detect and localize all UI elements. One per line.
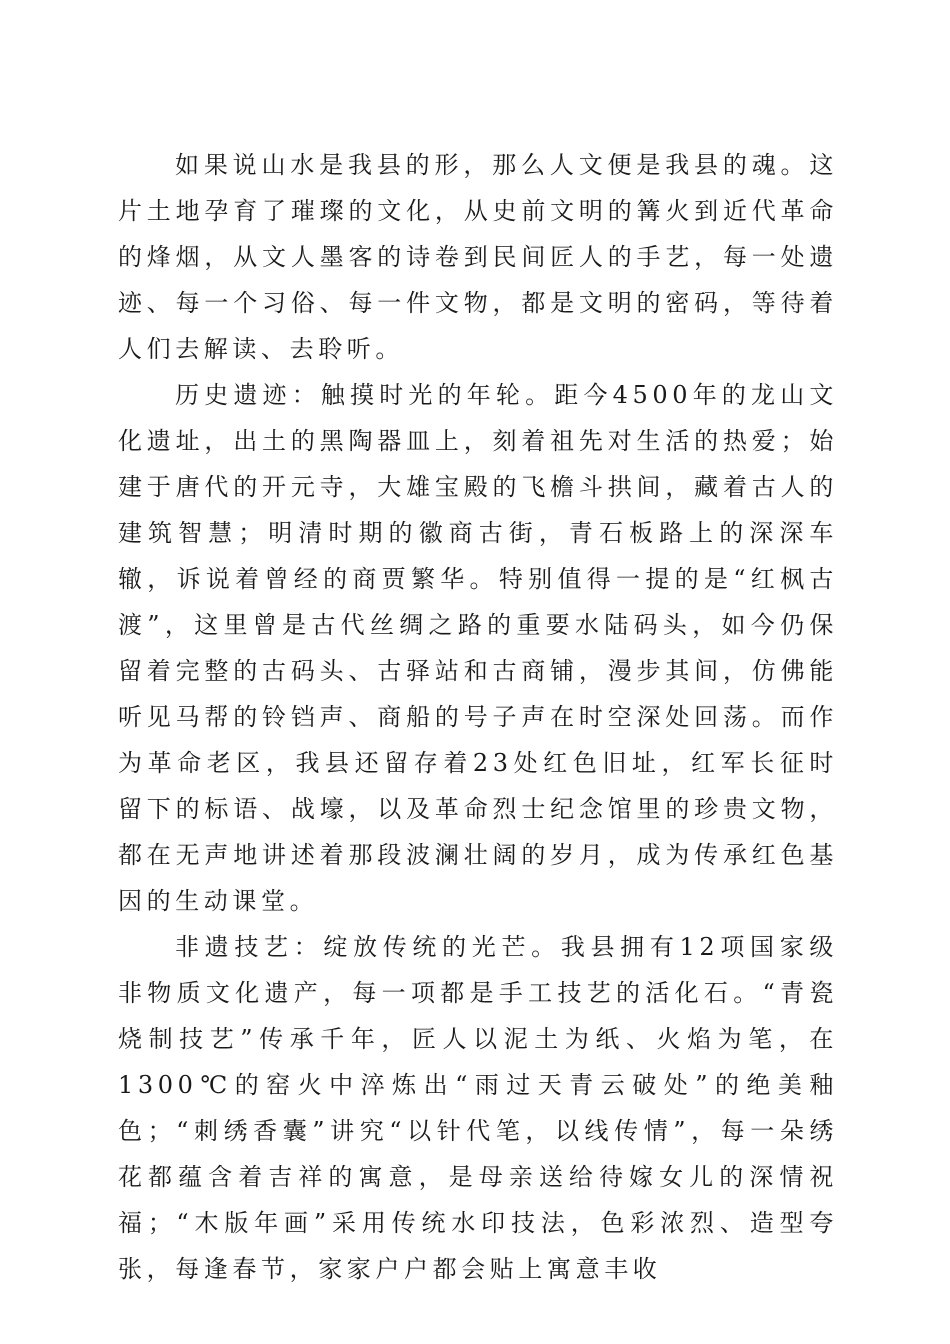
document-body — [118, 142, 838, 1292]
paragraph-intangible-heritage: 非遗技艺：绽放传统的光芒。我县拥有12项国家级非物质文化遗产，每一项都是手工技艺的活化石。“青瓷烧制技艺”传承千年，匠人以泥土为纸、火焰为笔，在1300℃的窑火中淬炼出“雨过天青云破处”的绝美釉色；“刺绣香囊”讲究“以针代笔，以线传情”，每一朵绣花都蕴含着吉祥的寓意，是母亲送给待嫁女儿的深情祝福；“木版年画”采用传统水印技法，色彩浓烈、造型夸张，每逢春节，家家户户都会贴上寓意丰收 — [118, 933, 838, 1283]
paragraph-intro: 如果说山水是我县的形，那么人文便是我县的魂。这片土地孕育了璀璨的文化，从史前文明的篝火到近代革命的烽烟，从文人墨客的诗卷到民间匠人的手艺，每一处遗迹、每一个习俗、每一件文物，都是文明的密码，等待着人们去解读、去聆听。 — [118, 151, 838, 363]
paragraph-historical-sites: 历史遗迹：触摸时光的年轮。距今4500年的龙山文化遗址，出土的黑陶器皿上，刻着祖先对生活的热爱；始建于唐代的开元寺，大雄宝殿的飞檐斗拱间，藏着古人的建筑智慧；明清时期的徽商古街，青石板路上的深深车辙，诉说着曾经的商贾繁华。特别值得一提的是“红枫古渡”，这里曾是古代丝绸之路的重要水陆码头，如今仍保留着完整的古码头、古驿站和古商铺，漫步其间，仿佛能听见马帮的铃铛声、商船的号子声在时空深处回荡。而作为革命老区，我县还留存着23处红色旧址，红军长征时留下的标语、战壕，以及革命烈士纪念馆里的珍贵文物，都在无声地讲述着那段波澜壮阔的岁月，成为传承红色基因的生动课堂。 — [118, 381, 838, 915]
